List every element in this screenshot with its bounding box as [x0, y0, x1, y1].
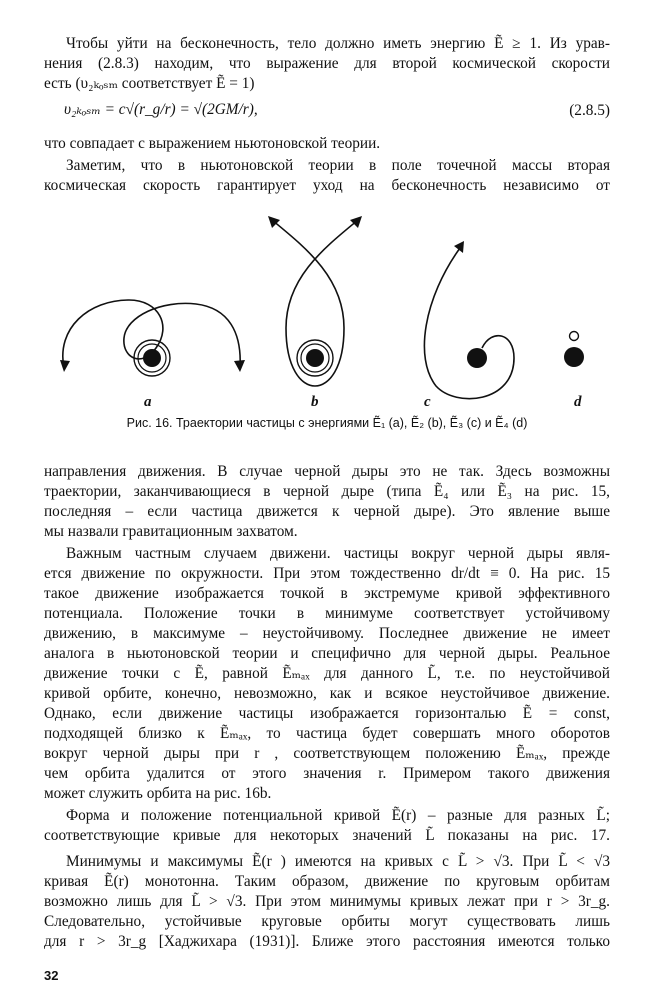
text-line: кривая Ẽ(r) монотонна. Таким образом, движение по круговым орбитам [44, 873, 610, 890]
figure-16-trajectories [44, 208, 610, 438]
figure-label-d: d [574, 394, 582, 410]
paragraph-minima-maxima [44, 852, 610, 952]
paragraph-note-newtonian [44, 156, 610, 196]
text-line: Однако, если движение частицы изображается горизонталью Ẽ = const, [44, 705, 610, 722]
text-line: Форма и положение потенциальной кривой Ẽ(r) – разные для разных L̃; [66, 807, 610, 824]
arrow-b-right [350, 216, 362, 228]
text-line: движению, в максимуме – неустойчивому. Последнее движение не имеет [44, 625, 610, 642]
figure-label-a: a [144, 394, 152, 410]
black-hole-d [564, 347, 584, 367]
text-line: Важным частным случаем движени. частицы вокруг черной дыры явля- [66, 545, 610, 562]
text-line: чем орбита удалится от этого значения r. Примером такого движения [44, 765, 610, 782]
text-line: мы назвали гравитационным захватом. [44, 523, 298, 540]
paragraph-circular-motion [44, 544, 610, 804]
text-line: для r > 3r_g [Хаджихара (1931)]. Ближе этого расстояния имеются только [44, 933, 610, 950]
trajectory-diagram [44, 208, 610, 408]
black-hole-c [467, 348, 487, 368]
text-line: ется движение по окружности. При этом тождественно dr/dt ≡ 0. На рис. 15 [44, 565, 610, 582]
figure-caption: Рис. 16. Траектории частицы с энергиями Ẽ₁ (a), Ẽ₂ (b), Ẽ₃ (c) и Ẽ₄ (d) [126, 416, 528, 430]
text-line: Чтобы уйти на бесконечность, тело должно иметь энергию Ẽ ≥ 1. Из урав- [66, 35, 610, 52]
figure-label-b: b [311, 394, 319, 410]
text-line: потенциала. Положение точки в минимуме соответствует устойчивому [44, 605, 610, 622]
text-line: подходящей близко к Ẽₘₐₓ, то частица будет совершать много оборотов [44, 725, 610, 742]
text-line: последняя – если частица движется к черной дыре). Это явление выше [44, 503, 610, 520]
text-line: направления движения. В случае черной дыры это не так. Здесь возможны [44, 463, 610, 480]
text-line: может служить орбита на рис. 16b. [44, 785, 272, 802]
text-line: есть (υ₂ₖₒₛₘ соответствует Ẽ = 1) [44, 75, 255, 92]
arrow-a-right [234, 360, 245, 372]
text-line: вокруг черной дыры при r , соответствующем положению Ẽₘₐₓ, прежде [44, 745, 610, 762]
particle-d [570, 332, 579, 341]
text-line: Заметим, что в ньютоновской теории в поле точечной массы вторая [66, 157, 610, 174]
text-line: такое движение изображается точкой в экстремуме кривой эффективного [44, 585, 610, 602]
black-hole-b [306, 349, 324, 367]
text-line: что совпадает с выражением ньютоновской теории. [44, 135, 381, 152]
text-line: движение точки с Ẽ, равной Ẽₘₐₓ для данного L̃, т.е. по неустойчивой [44, 665, 610, 682]
text-line: траектории, заканчивающиеся в черной дыре (типа Ẽ₄ или Ẽ₃ на рис. 15, [44, 483, 610, 500]
text-line: аналога в ньютоновской теории и специфично для черной дыры. Реальное [44, 645, 610, 662]
text-line: нения (2.8.3) находим, что выражение для второй космической скорости [44, 55, 610, 72]
text-line: возможно лишь для L̃ > √3. При этом минимумы кривых лежат при r > 3r_g. [44, 893, 610, 910]
paragraph-black-hole-capture [44, 462, 610, 542]
text-line: кривой орбите, конечно, невозможно, как и всякое неустойчивое движение. [44, 685, 610, 702]
black-hole-a [143, 349, 161, 367]
equation-2-8-5 [64, 100, 610, 124]
arrow-c [454, 241, 464, 253]
equation-number: (2.8.5) [569, 102, 610, 119]
arrow-a-left [60, 360, 70, 372]
paragraph-potential-curve [44, 806, 610, 846]
text-line: Минимумы и максимумы Ẽ(r ) имеются на кривых с L̃ > √3. При L̃ < √3 [66, 853, 610, 870]
arrow-b-left [268, 216, 280, 228]
trajectory-c [424, 248, 514, 399]
text-line: Следовательно, устойчивые круговые орбиты могут существовать лишь [44, 913, 610, 930]
paragraph-escape-energy [44, 34, 610, 94]
text-line: соответствующие кривые для некоторых значений L̃ показаны на рис. 17. [44, 827, 610, 844]
text-line: космическая скорость гарантирует уход на бесконечность независимо от [44, 177, 610, 194]
figure-label-c: c [424, 394, 431, 410]
paragraph-newtonian-match [44, 134, 610, 154]
page-number: 32 [44, 968, 59, 983]
equation-text: υ₂ₖₒₛₘ = c√(r_g/r) = √(2GM/r), [64, 101, 258, 118]
